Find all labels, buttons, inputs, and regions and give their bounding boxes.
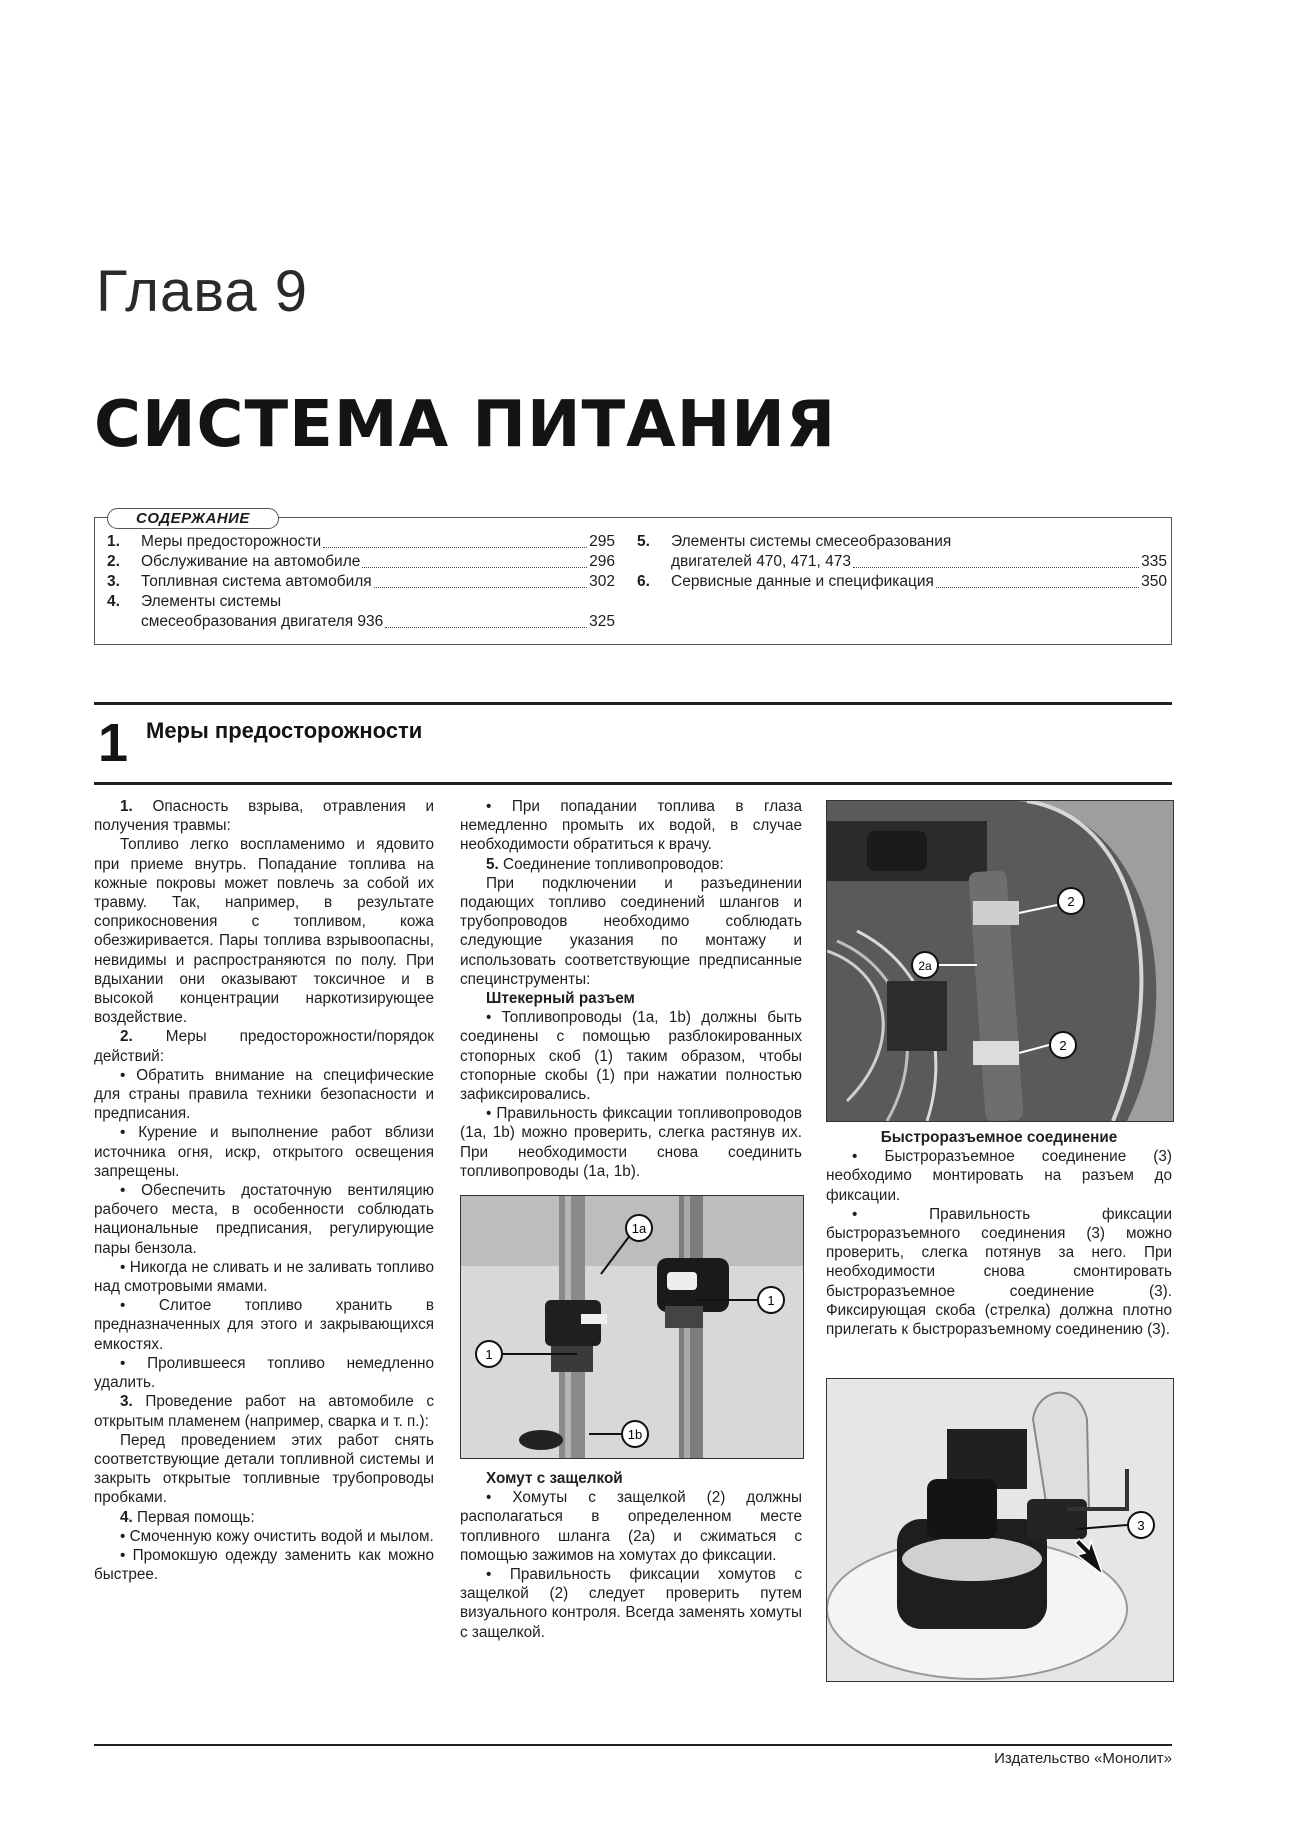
callout-marker [476,1341,502,1367]
toc-item-page: 325 [589,613,615,630]
toc-item-number: 1. [107,533,120,550]
toc-heading: СОДЕРЖАНИЕ [107,508,279,529]
toc-item-page: 350 [1141,573,1167,590]
section-title: Меры предосторожности [146,718,423,743]
section-rule-top [94,702,1172,705]
photo-quick-coupling [826,1378,1174,1682]
toc-item-page: 335 [1141,553,1167,570]
chapter-label: Глава 9 [96,259,309,324]
toc-item-page: 302 [589,573,615,590]
toc-leader-dots [323,547,587,548]
callout-marker [626,1215,652,1241]
toc-item-title: Топливная система автомобиля [141,573,372,590]
toc-item[interactable] [107,532,615,552]
toc-item-number: 3. [107,573,120,590]
bullet-item: • Хомуты с защелкой (2) должны располагаться в определенном месте топливного шланга (2а) и сжиматься с помощью зажимов на хомутах до фиксации. [460,1489,802,1564]
toc-box [94,510,1172,645]
toc-item-title: Сервисные данные и спецификация [671,573,934,590]
svg-text:2: 2 [1067,894,1075,909]
subheading: Быстроразъемное соединение [880,1129,1118,1146]
text-column-3 [826,1128,1172,1339]
callout-marker [912,952,938,978]
bullet-item: • Промокшую одежду заменить как можно быстрее. [94,1546,434,1584]
bullet-item: • При попадании топлива в глаза немедленно промыть их водой, в случае необходимости обратиться к врачу. [460,798,802,854]
svg-text:2: 2 [1059,1038,1067,1053]
toc-leader-dots [385,627,587,628]
text-column-2 [460,797,802,1181]
toc-item[interactable] [107,592,615,632]
bullet-item: • Слитое топливо хранить в предназначенных для этого и закрывающихся емкостях. [94,1297,434,1353]
toc-leader-dots [362,567,587,568]
paragraph: Топливо легко воспламенимо и ядовито при приеме внутрь. Попадание топлива на кожные покровы может повлечь за собой их травму. Так, например, в результате соприкосновения с топливом, кожа обезжиривается. Пары топлива взрывоопасны, невидимы и распространяются по полу. При вдыхании они оказывают токсичное и в высокой концентрации наркотизирующее воздействие. [94,836,434,1027]
toc-item-title: Обслуживание на автомобиле [141,553,361,570]
toc-item-page: 295 [589,533,615,550]
toc-column-left [107,532,615,632]
toc-item[interactable] [637,532,1167,572]
paragraph: 1. Опасность взрыва, отравления и получения травмы: [94,798,434,835]
section-number: 1 [98,713,129,773]
svg-text:1: 1 [485,1347,493,1362]
toc-item-number: 6. [637,573,650,590]
bullet-item: • Обеспечить достаточную вентиляцию рабочего места, в особенности соблюдать национальные предписания, регулирующие пары бензола. [94,1182,434,1257]
svg-text:3: 3 [1137,1518,1145,1533]
subheading: Хомут с защелкой [486,1470,623,1487]
publisher-footer: Издательство «Монолит» [994,1750,1172,1767]
toc-item[interactable] [107,552,615,572]
toc-item-number: 2. [107,553,120,570]
photo-hose-clamp [826,800,1174,1122]
photo-hose-clamp-drawing [827,801,1173,1121]
text-column-2-lower [460,1469,802,1642]
bullet-item: • Пролившееся топливо немедленно удалить. [94,1354,434,1392]
bullet-item: • Быстроразъемное соединение (3) необходимо монтировать на разъем до фиксации. [826,1148,1172,1204]
photo-quick-coupling-drawing [827,1379,1173,1681]
bullet-item: • Правильность фиксации быстроразъемного соединения (3) можно проверить, слегка потянув за него. При необходимости снова смонтировать быстроразъемное соединение (3). Фиксирующая скоба (стрелка) должна плотно прилегать к быстроразъемному соединению (3). [826,1205,1172,1339]
svg-text:1b: 1b [627,1427,643,1442]
toc-item-number: 4. [107,593,120,610]
toc-item-title: Элементы системы смесеобразования [671,533,952,550]
paragraph: При подключении и разъединении подающих топливо соединений шлангов и трубопроводов необходимо соблюдать следующие указания по монтажу и использовать соответствующие предписанные специнструменты: [460,874,802,988]
photo-plug-connector-drawing [461,1196,803,1458]
toc-column-right [637,532,1167,592]
toc-leader-dots [374,587,587,588]
toc-item-title: Элементы системы [141,593,282,610]
callout-marker [758,1287,784,1313]
photo-plug-connector [460,1195,804,1459]
svg-text:1: 1 [767,1293,775,1308]
svg-text:2a: 2a [918,959,932,973]
toc-item-title: Меры предосторожности [141,533,322,550]
toc-leader-dots [853,567,1139,568]
bullet-item: • Смоченную кожу очистить водой и мылом. [120,1527,434,1545]
bullet-item: • Обратить внимание на специфические для страны правила техники безопасности и предписания. [94,1066,434,1123]
toc-item[interactable] [637,572,1167,592]
footer-rule [94,1744,1172,1746]
toc-item-number: 5. [637,533,650,550]
toc-leader-dots [936,587,1139,588]
text-column-1 [94,797,434,1584]
paragraph: 3. Проведение работ на автомобиле с открытым пламенем (например, сварка и т. п.): [94,1393,434,1430]
toc-item-page: 296 [589,553,615,570]
toc-item-title-cont: двигателей 470, 471, 473 [671,553,851,570]
section-rule-bottom [94,782,1172,785]
toc-item-title-cont: смесеобразования двигателя 936 [141,613,384,630]
callout-marker [622,1421,648,1447]
bullet-item: • Правильность фиксации хомутов с защелкой (2) следует проверить путем визуального контроля. Всегда заменять хомуты с защелкой. [460,1566,802,1641]
bullet-item: • Курение и выполнение работ вблизи источника огня, искр, открытого освещения запрещены. [94,1124,434,1180]
paragraph: Перед проведением этих работ снять соответствующие детали топливной системы и закрыть открытые топливные трубопроводы пробками. [94,1431,434,1507]
callout-marker [1050,1032,1076,1058]
bullet-item: • Правильность фиксации топливопроводов (1а, 1b) можно проверить, слегка растянув их. При необходимости снова соединить топливопроводы (1а, 1b). [460,1105,802,1180]
chapter-title: СИСТЕМА ПИТАНИЯ [94,388,837,462]
subheading: Штекерный разъем [486,990,635,1008]
paragraph: 5. Соединение топливопроводов: [486,855,724,873]
callout-marker [1128,1512,1154,1538]
paragraph: 4. Первая помощь: [120,1508,255,1526]
bullet-item: • Никогда не сливать и не заливать топливо над смотровыми ямами. [94,1258,434,1296]
callout-marker [1058,888,1084,914]
paragraph: 2. Меры предосторожности/порядок действий: [94,1028,434,1065]
toc-item[interactable] [107,572,615,592]
bullet-item: • Топливопроводы (1а, 1b) должны быть соединены с помощью разблокированных стопорных скоб (1) таким образом, чтобы стопорные скобы (1) при нажатии полностью зафиксировались. [460,1009,802,1104]
svg-text:1a: 1a [631,1221,647,1236]
